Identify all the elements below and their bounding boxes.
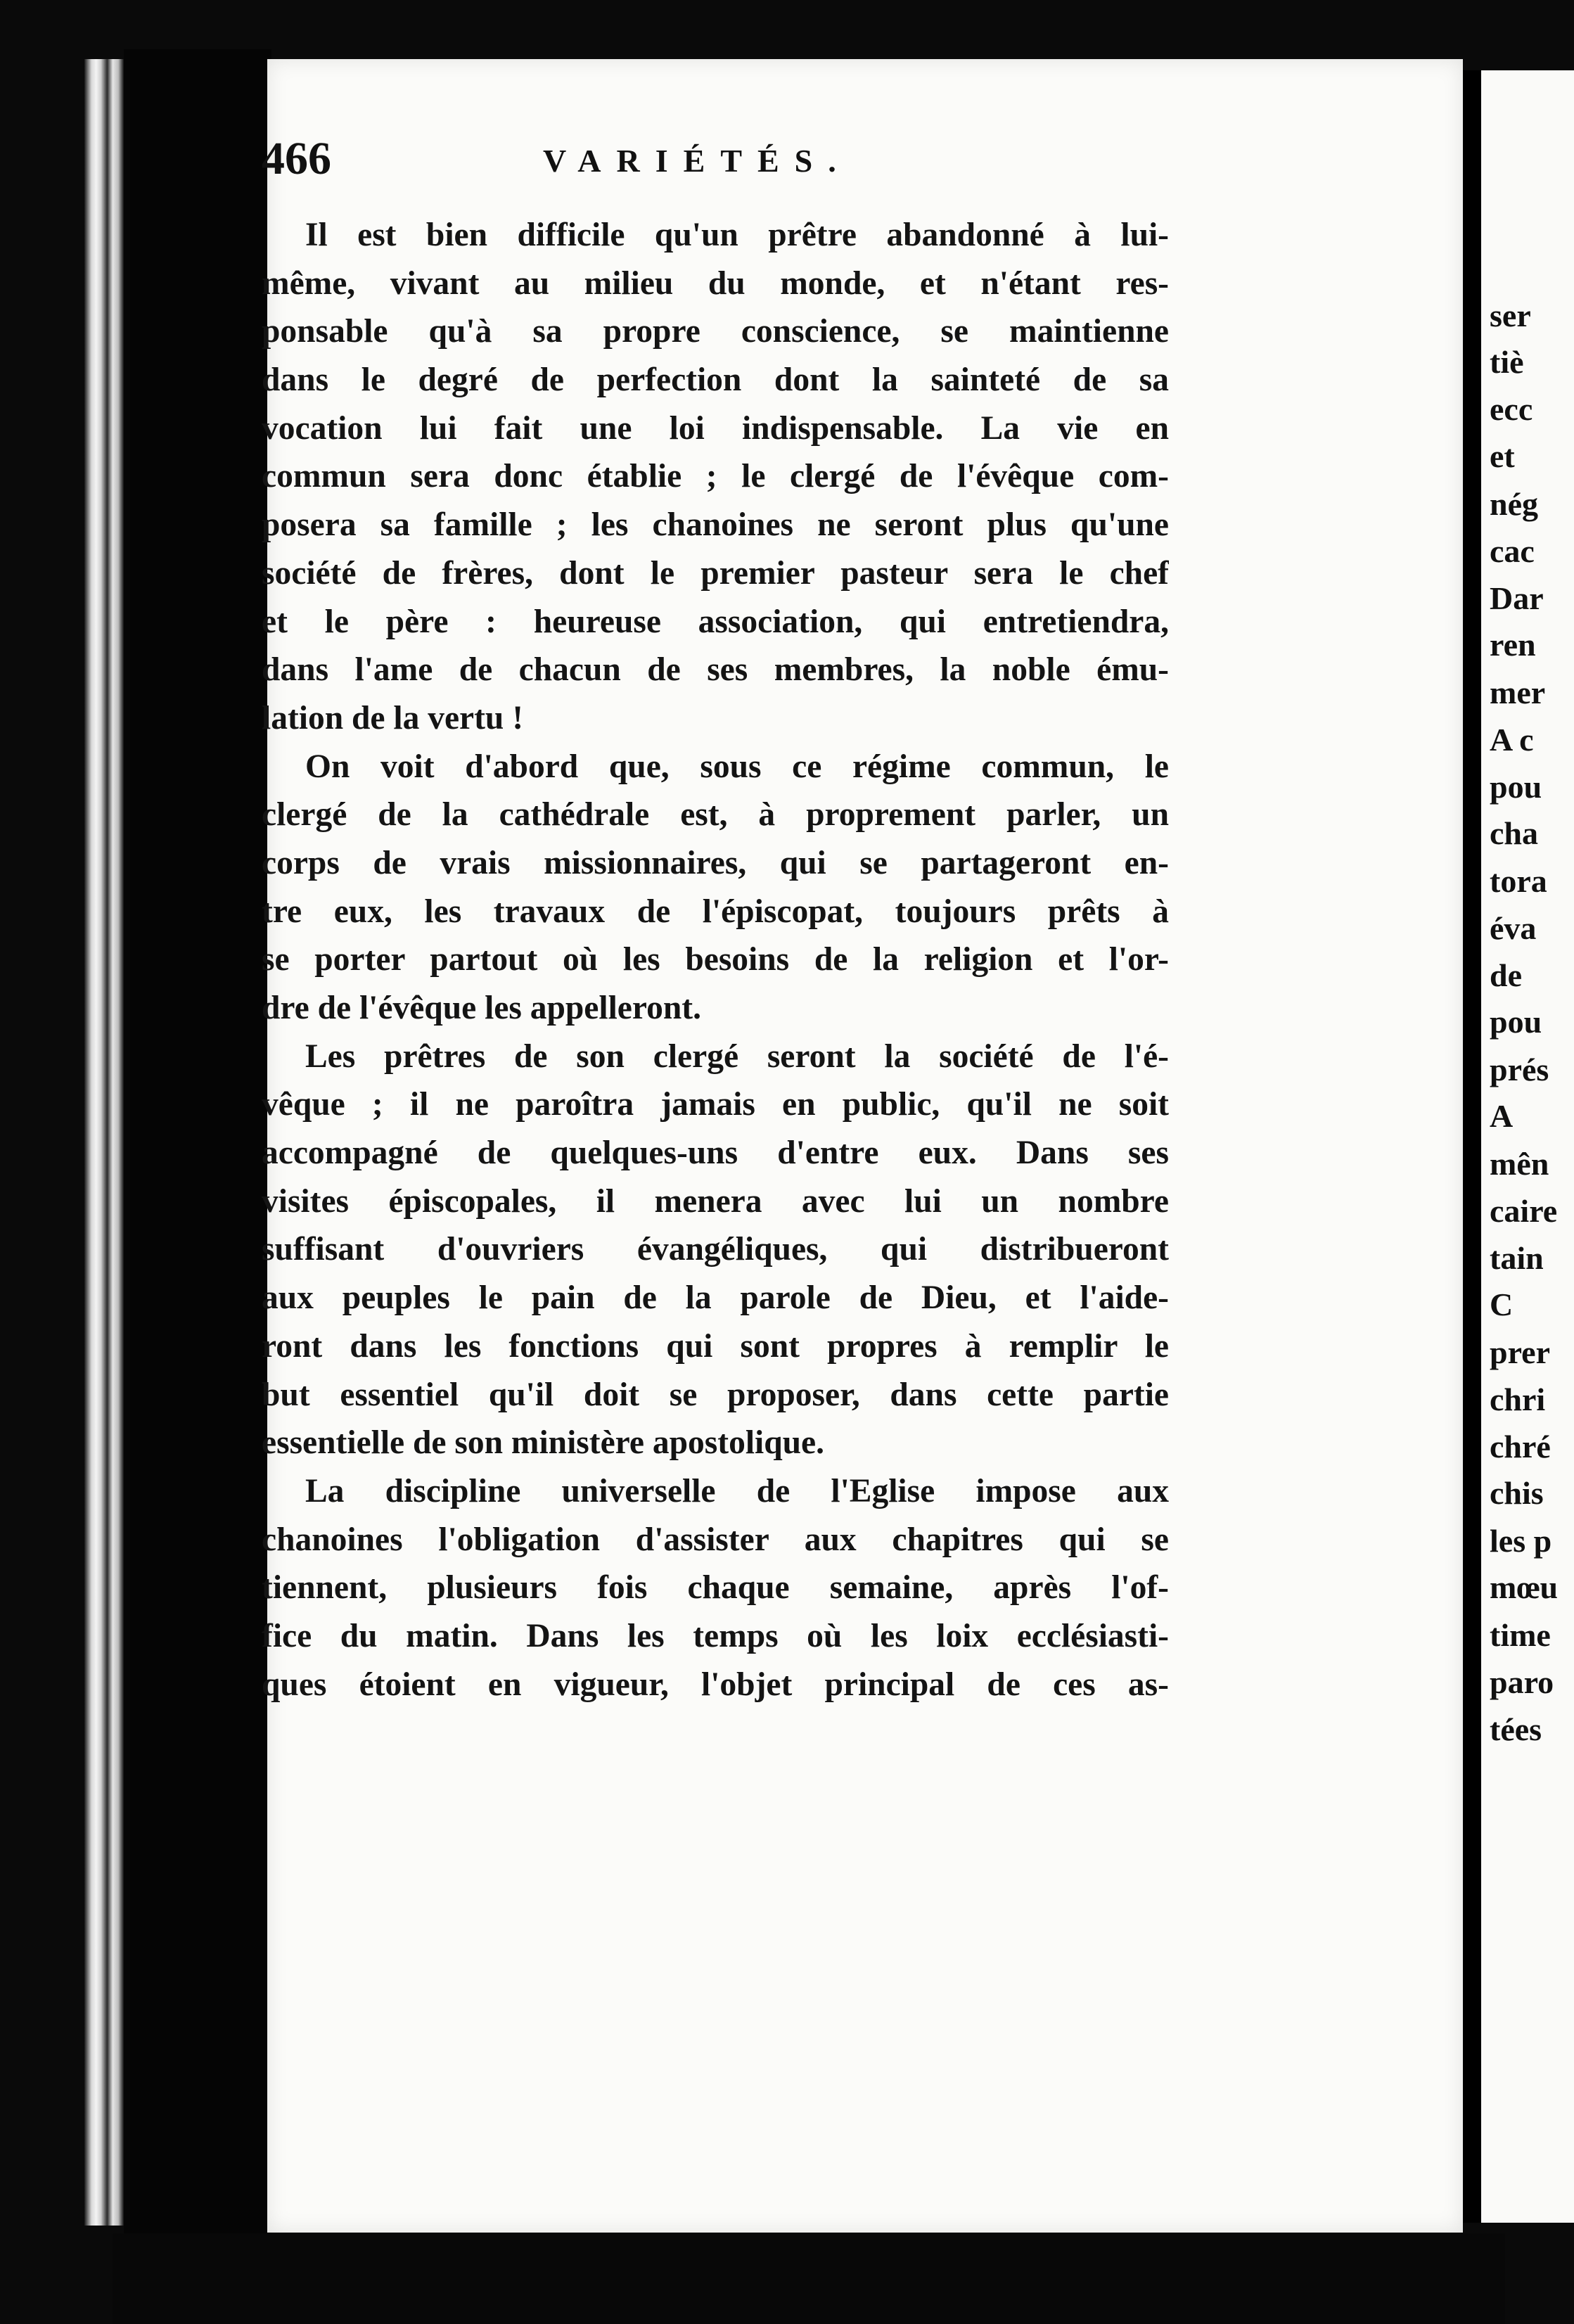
text-line: ponsable qu'à sa propre conscience, se maintienne [262, 313, 1169, 350]
text-line: se porter partout où les besoins de la religion et l'or- [262, 941, 1169, 978]
next-page-fragment: Dar [1490, 580, 1544, 616]
text-line: lation de la vertu ! [262, 699, 524, 736]
next-page-fragment: tées [1490, 1711, 1542, 1747]
next-page-fragment: A [1490, 1098, 1514, 1134]
text-line: corps de vrais missionnaires, qui se partageront en- [262, 844, 1169, 881]
text-line: chanoines l'obligation d'assister aux chapitres qui se [262, 1521, 1169, 1558]
scan-bottom-edge [113, 2233, 1505, 2324]
next-page-fragment: tora [1490, 863, 1547, 899]
next-page-fragment: éva [1490, 910, 1537, 946]
text-line: On voit d'abord que, sous ce régime commun, le [305, 748, 1169, 785]
text-line: vocation lui fait une loi indispensable. La vie en [262, 409, 1169, 447]
text-line: dans l'ame de chacun de ses membres, la noble ému- [262, 651, 1169, 689]
body-text [262, 211, 1169, 1843]
page-number: 466 [262, 133, 331, 184]
text-line: tiennent, plusieurs fois chaque semaine, après l'of- [262, 1569, 1169, 1607]
next-page-fragment: tiè [1490, 344, 1524, 380]
text-line: aux peuples le pain de la parole de Dieu, et l'aide- [262, 1279, 1169, 1317]
next-page-fragment: mên [1490, 1146, 1549, 1182]
next-page-fragment: caire [1490, 1193, 1558, 1229]
text-line: but essentiel qu'il doit se proposer, dans cette partie [262, 1376, 1169, 1413]
next-page-fragment: time [1490, 1617, 1551, 1653]
next-page-fragment: nég [1490, 486, 1538, 522]
next-page-fragment: prés [1490, 1052, 1549, 1087]
text-line: ques étoient en vigueur, l'objet principal de ces as- [262, 1666, 1169, 1703]
text-line: tre eux, les travaux de l'épiscopat, toujours prêts à [262, 893, 1169, 930]
text-line: Les prêtres de son clergé seront la société de l'é- [305, 1038, 1169, 1075]
next-page-fragment: chré [1490, 1429, 1551, 1464]
text-line: clergé de la cathédrale est, à proprement parler, un [262, 796, 1169, 834]
next-page-fragment: pou [1490, 1004, 1542, 1040]
next-page-edge [1481, 70, 1574, 2223]
next-page-fragment: chri [1490, 1381, 1546, 1417]
next-page-fragment: A c [1490, 722, 1534, 758]
text-line: même, vivant au milieu du monde, et n'étant res- [262, 264, 1169, 302]
next-page-fragment: ecc [1490, 391, 1533, 427]
next-page-fragment: mœu [1490, 1569, 1559, 1605]
next-page-fragment: ren [1490, 627, 1536, 663]
text-line: posera sa famille ; les chanoines ne seront plus qu'une [262, 506, 1169, 544]
text-line: dans le degré de perfection dont la sainteté de sa [262, 362, 1169, 399]
next-page-fragment: tain [1490, 1240, 1544, 1276]
text-line: Il est bien difficile qu'un prêtre abandonné à lui- [305, 217, 1169, 253]
text-line: La discipline universelle de l'Eglise impose aux [305, 1472, 1169, 1509]
text-line: ront dans les fonctions qui sont propres à remplir le [262, 1327, 1169, 1365]
next-page-fragment: mer [1490, 675, 1546, 710]
next-page-fragment: les p [1490, 1523, 1552, 1559]
text-line: fice du matin. Dans les temps où les loix ecclésiasti- [262, 1617, 1169, 1654]
next-page-fragment: cac [1490, 533, 1535, 569]
next-page-fragment: prer [1490, 1334, 1551, 1370]
page-divider [1463, 70, 1481, 2223]
text-line: accompagné de quelques-uns d'entre eux. Dans ses [262, 1135, 1169, 1172]
text-line: essentielle de son ministère apostolique. [262, 1424, 825, 1462]
text-line: vêque ; il ne paroîtra jamais en public, qu'il ne soit [262, 1086, 1169, 1123]
running-title: VARIÉTÉS. [543, 143, 852, 179]
text-line: commun sera donc établie ; le clergé de l'évêque com- [262, 458, 1169, 495]
next-page-fragment: pou [1490, 769, 1542, 805]
text-line: suffisant d'ouvriers évangéliques, qui distribueront [262, 1231, 1169, 1268]
next-page-fragment: ser [1490, 298, 1531, 333]
next-page-fragment: de [1490, 957, 1522, 993]
next-page-fragment: et [1490, 438, 1515, 474]
text-line: et le père : heureuse association, qui entretiendra, [262, 603, 1169, 640]
text-line: visites épiscopales, il menera avec lui un nombre [262, 1182, 1169, 1220]
next-page-fragment: paro [1490, 1664, 1554, 1700]
page-header [262, 132, 1162, 189]
next-page-fragment: C [1490, 1286, 1514, 1322]
book-binding-edge [84, 59, 124, 2226]
next-page-fragment: chis [1490, 1475, 1544, 1511]
book-gutter [124, 49, 271, 2237]
next-page-fragment: cha [1490, 815, 1538, 851]
text-line: société de frères, dont le premier pasteur sera le chef [262, 554, 1169, 592]
text-line: dre de l'évêque les appelleront. [262, 990, 701, 1026]
